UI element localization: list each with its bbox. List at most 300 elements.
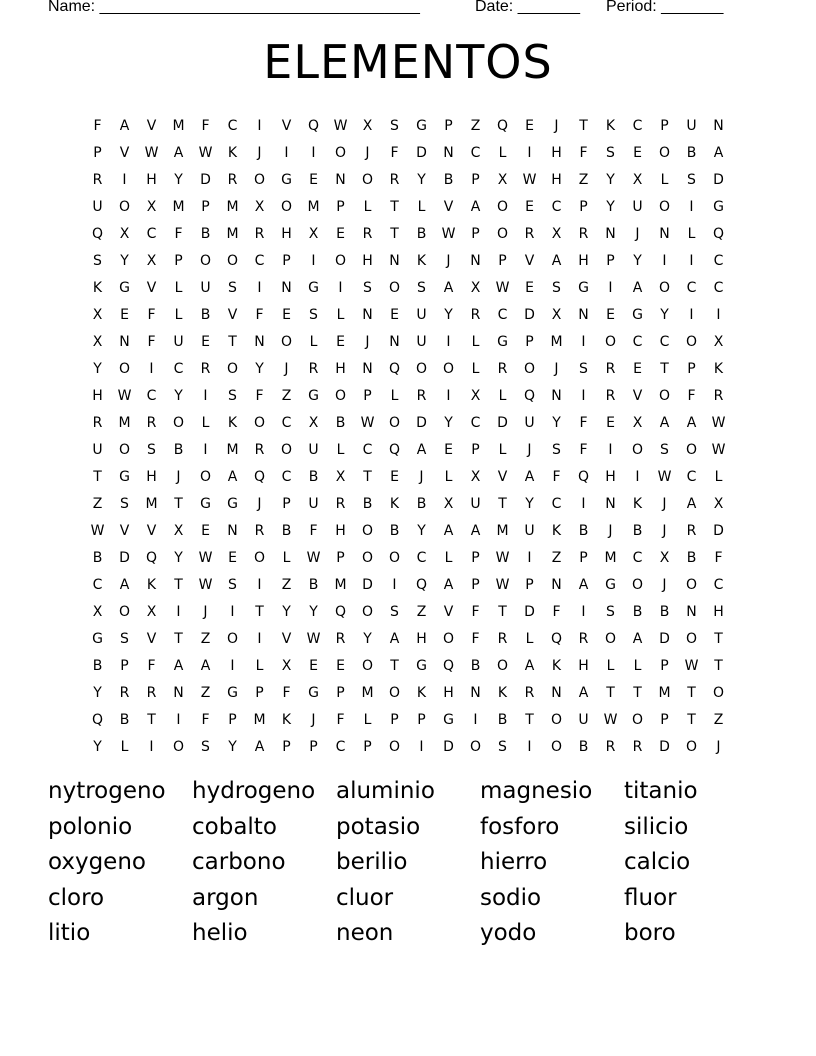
grid-letter[interactable]: A — [443, 576, 454, 593]
grid-letter[interactable]: N — [659, 225, 670, 242]
grid-letter[interactable]: R — [524, 684, 535, 701]
grid-letter[interactable]: P — [606, 252, 615, 269]
grid-letter[interactable]: A — [713, 144, 724, 161]
grid-letter[interactable]: N — [281, 279, 292, 296]
grid-letter[interactable]: Q — [91, 711, 104, 728]
grid-letter[interactable]: O — [388, 414, 401, 431]
grid-letter[interactable]: H — [605, 468, 616, 485]
grid-letter[interactable]: M — [172, 198, 185, 215]
grid-letter[interactable]: L — [336, 441, 345, 458]
grid-letter[interactable]: X — [470, 387, 481, 404]
grid-letter[interactable]: E — [336, 333, 345, 350]
grid-letter[interactable]: B — [335, 414, 346, 431]
grid-letter[interactable]: Y — [417, 171, 426, 188]
grid-letter[interactable]: X — [281, 657, 292, 674]
grid-letter[interactable]: T — [363, 468, 372, 485]
grid-letter[interactable]: R — [335, 495, 346, 512]
grid-letter[interactable]: T — [174, 630, 183, 647]
grid-letter[interactable]: C — [713, 576, 724, 593]
grid-letter[interactable]: O — [118, 198, 131, 215]
grid-letter[interactable]: Y — [93, 360, 102, 377]
grid-letter[interactable]: X — [146, 252, 157, 269]
grid-letter[interactable]: J — [662, 522, 667, 539]
grid-letter[interactable]: Q — [712, 225, 725, 242]
grid-letter[interactable]: E — [525, 198, 534, 215]
grid-letter[interactable]: R — [497, 360, 508, 377]
grid-letter[interactable]: C — [362, 441, 373, 458]
grid-letter[interactable]: F — [687, 387, 696, 404]
grid-letter[interactable]: B — [416, 495, 427, 512]
grid-letter[interactable]: L — [336, 306, 345, 323]
grid-letter[interactable]: L — [498, 387, 507, 404]
grid-letter[interactable]: Y — [444, 306, 453, 323]
grid-letter[interactable]: O — [172, 738, 185, 755]
grid-letter[interactable]: L — [282, 549, 291, 566]
grid-letter[interactable]: A — [254, 738, 265, 755]
grid-letter[interactable]: X — [632, 171, 643, 188]
grid-letter[interactable]: Q — [388, 360, 401, 377]
grid-letter[interactable]: V — [632, 387, 643, 404]
grid-letter[interactable]: T — [498, 603, 507, 620]
grid-letter[interactable]: X — [173, 522, 184, 539]
grid-letter[interactable]: G — [443, 711, 454, 728]
grid-letter[interactable]: X — [146, 198, 157, 215]
grid-letter[interactable]: Y — [174, 549, 183, 566]
grid-letter[interactable]: A — [524, 657, 535, 674]
grid-letter[interactable]: F — [579, 414, 588, 431]
grid-letter[interactable]: J — [527, 441, 532, 458]
grid-letter[interactable]: V — [119, 522, 130, 539]
grid-letter[interactable]: P — [120, 657, 129, 674]
grid-letter[interactable]: S — [93, 252, 102, 269]
grid-letter[interactable]: X — [713, 333, 724, 350]
grid-letter[interactable]: A — [416, 441, 427, 458]
grid-letter[interactable]: O — [658, 279, 671, 296]
grid-letter[interactable]: M — [118, 414, 131, 431]
grid-letter[interactable]: N — [254, 333, 265, 350]
grid-letter[interactable]: X — [470, 279, 481, 296]
grid-letter[interactable]: K — [416, 252, 427, 269]
grid-letter[interactable]: Y — [633, 252, 642, 269]
grid-letter[interactable]: V — [146, 279, 157, 296]
grid-letter[interactable]: W — [711, 414, 726, 431]
grid-letter[interactable]: A — [632, 630, 643, 647]
grid-letter[interactable]: X — [551, 306, 562, 323]
grid-letter[interactable]: O — [658, 144, 671, 161]
grid-letter[interactable]: S — [201, 738, 210, 755]
grid-letter[interactable]: I — [203, 387, 208, 404]
grid-letter[interactable]: T — [606, 684, 615, 701]
grid-letter[interactable]: I — [338, 279, 343, 296]
grid-letter[interactable]: R — [92, 171, 103, 188]
grid-letter[interactable]: I — [149, 738, 154, 755]
grid-letter[interactable]: O — [496, 198, 509, 215]
grid-letter[interactable]: J — [662, 495, 667, 512]
grid-letter[interactable]: P — [282, 495, 291, 512]
grid-letter[interactable]: V — [524, 252, 535, 269]
grid-letter[interactable]: B — [686, 549, 697, 566]
grid-letter[interactable]: I — [446, 333, 451, 350]
grid-letter[interactable]: Z — [470, 117, 481, 134]
grid-letter[interactable]: T — [390, 198, 399, 215]
grid-letter[interactable]: T — [390, 657, 399, 674]
grid-letter[interactable]: L — [255, 657, 264, 674]
grid-letter[interactable]: I — [257, 117, 262, 134]
grid-letter[interactable]: J — [716, 738, 721, 755]
grid-letter[interactable]: M — [550, 333, 563, 350]
grid-letter[interactable]: O — [550, 738, 563, 755]
grid-letter[interactable]: O — [226, 360, 239, 377]
grid-letter[interactable]: O — [604, 333, 617, 350]
grid-letter[interactable]: X — [92, 333, 103, 350]
grid-letter[interactable]: A — [173, 144, 184, 161]
grid-letter[interactable]: J — [635, 225, 640, 242]
grid-letter[interactable]: U — [632, 198, 643, 215]
grid-letter[interactable]: W — [306, 549, 321, 566]
grid-letter[interactable]: W — [495, 576, 510, 593]
grid-letter[interactable]: B — [119, 711, 130, 728]
grid-letter[interactable]: T — [228, 333, 237, 350]
grid-letter[interactable]: O — [118, 441, 131, 458]
grid-letter[interactable]: T — [687, 711, 696, 728]
grid-letter[interactable]: K — [227, 144, 238, 161]
grid-letter[interactable]: W — [198, 549, 213, 566]
grid-letter[interactable]: B — [578, 522, 589, 539]
grid-letter[interactable]: Y — [444, 414, 453, 431]
grid-letter[interactable]: O — [199, 252, 212, 269]
grid-letter[interactable]: O — [658, 198, 671, 215]
grid-letter[interactable]: U — [173, 333, 184, 350]
grid-letter[interactable]: K — [551, 522, 562, 539]
grid-letter[interactable]: G — [713, 198, 724, 215]
grid-letter[interactable]: O — [226, 252, 239, 269]
grid-letter[interactable]: F — [471, 603, 480, 620]
grid-letter[interactable]: W — [711, 441, 726, 458]
grid-letter[interactable]: J — [446, 252, 451, 269]
grid-letter[interactable]: F — [579, 441, 588, 458]
grid-letter[interactable]: I — [257, 279, 262, 296]
grid-letter[interactable]: Q — [442, 657, 455, 674]
grid-letter[interactable]: J — [365, 333, 370, 350]
grid-letter[interactable]: D — [416, 414, 427, 431]
grid-letter[interactable]: N — [335, 171, 346, 188]
grid-letter[interactable]: Q — [253, 468, 266, 485]
grid-letter[interactable]: F — [147, 306, 156, 323]
grid-letter[interactable]: D — [119, 549, 130, 566]
grid-letter[interactable]: U — [92, 441, 103, 458]
grid-letter[interactable]: W — [684, 657, 699, 674]
grid-letter[interactable]: N — [119, 333, 130, 350]
grid-letter[interactable]: C — [227, 117, 238, 134]
grid-letter[interactable]: Y — [552, 414, 561, 431]
grid-letter[interactable]: H — [146, 171, 157, 188]
grid-letter[interactable]: J — [311, 711, 316, 728]
grid-letter[interactable]: O — [388, 738, 401, 755]
grid-letter[interactable]: E — [633, 144, 642, 161]
grid-letter[interactable]: C — [470, 144, 481, 161]
grid-letter[interactable]: P — [579, 549, 588, 566]
grid-letter[interactable]: Y — [525, 495, 534, 512]
grid-letter[interactable]: M — [307, 198, 320, 215]
grid-letter[interactable]: F — [471, 630, 480, 647]
grid-letter[interactable]: E — [390, 468, 399, 485]
grid-letter[interactable]: E — [309, 657, 318, 674]
grid-letter[interactable]: P — [282, 738, 291, 755]
grid-letter[interactable]: B — [416, 225, 427, 242]
grid-letter[interactable]: A — [389, 630, 400, 647]
grid-letter[interactable]: V — [281, 117, 292, 134]
grid-letter[interactable]: U — [686, 117, 697, 134]
grid-letter[interactable]: B — [443, 171, 454, 188]
grid-letter[interactable]: P — [201, 198, 210, 215]
grid-letter[interactable]: T — [174, 576, 183, 593]
grid-letter[interactable]: R — [686, 522, 697, 539]
grid-letter[interactable]: G — [416, 657, 427, 674]
grid-letter[interactable]: A — [443, 279, 454, 296]
grid-letter[interactable]: E — [525, 117, 534, 134]
grid-letter[interactable]: N — [713, 117, 724, 134]
grid-letter[interactable]: J — [554, 360, 559, 377]
grid-letter[interactable]: N — [389, 252, 400, 269]
grid-letter[interactable]: C — [470, 414, 481, 431]
grid-letter[interactable]: O — [118, 360, 131, 377]
grid-letter[interactable]: Q — [550, 630, 563, 647]
grid-letter[interactable]: I — [257, 630, 262, 647]
grid-letter[interactable]: X — [92, 306, 103, 323]
grid-letter[interactable]: F — [282, 684, 291, 701]
grid-letter[interactable]: P — [525, 333, 534, 350]
grid-letter[interactable]: P — [660, 711, 669, 728]
grid-letter[interactable]: C — [254, 252, 265, 269]
grid-letter[interactable]: I — [635, 468, 640, 485]
grid-letter[interactable]: R — [578, 225, 589, 242]
grid-letter[interactable]: O — [496, 657, 509, 674]
grid-letter[interactable]: O — [361, 657, 374, 674]
grid-letter[interactable]: E — [336, 225, 345, 242]
date-field-label[interactable]: Date: _______ — [475, 0, 580, 15]
grid-letter[interactable]: X — [632, 414, 643, 431]
grid-letter[interactable]: Y — [417, 522, 426, 539]
grid-letter[interactable]: A — [686, 414, 697, 431]
grid-letter[interactable]: D — [524, 603, 535, 620]
grid-letter[interactable]: J — [365, 144, 370, 161]
grid-letter[interactable]: M — [361, 684, 374, 701]
grid-letter[interactable]: Q — [334, 603, 347, 620]
grid-letter[interactable]: S — [660, 441, 669, 458]
grid-letter[interactable]: U — [524, 414, 535, 431]
grid-letter[interactable]: D — [659, 738, 670, 755]
grid-letter[interactable]: L — [498, 144, 507, 161]
grid-letter[interactable]: C — [416, 549, 427, 566]
grid-letter[interactable]: I — [527, 738, 532, 755]
grid-letter[interactable]: H — [578, 657, 589, 674]
grid-letter[interactable]: C — [281, 414, 292, 431]
grid-letter[interactable]: L — [714, 468, 723, 485]
grid-letter[interactable]: S — [363, 279, 372, 296]
grid-letter[interactable]: B — [578, 738, 589, 755]
grid-letter[interactable]: Z — [92, 495, 103, 512]
grid-letter[interactable]: F — [174, 225, 183, 242]
grid-letter[interactable]: Y — [282, 603, 291, 620]
grid-letter[interactable]: R — [605, 360, 616, 377]
grid-letter[interactable]: O — [442, 360, 455, 377]
grid-letter[interactable]: M — [226, 441, 239, 458]
grid-letter[interactable]: L — [309, 333, 318, 350]
grid-letter[interactable]: Y — [174, 171, 183, 188]
grid-letter[interactable]: L — [444, 549, 453, 566]
grid-letter[interactable]: S — [498, 738, 507, 755]
grid-letter[interactable]: R — [254, 225, 265, 242]
grid-letter[interactable]: P — [363, 738, 372, 755]
grid-letter[interactable]: Z — [551, 549, 562, 566]
grid-letter[interactable]: O — [496, 225, 509, 242]
grid-letter[interactable]: Q — [307, 117, 320, 134]
grid-letter[interactable]: N — [551, 387, 562, 404]
grid-letter[interactable]: E — [201, 522, 210, 539]
grid-letter[interactable]: Q — [91, 225, 104, 242]
grid-letter[interactable]: S — [579, 360, 588, 377]
grid-letter[interactable]: C — [92, 576, 103, 593]
grid-letter[interactable]: P — [336, 684, 345, 701]
grid-letter[interactable]: K — [281, 711, 292, 728]
grid-letter[interactable]: I — [689, 198, 694, 215]
grid-letter[interactable]: I — [608, 441, 613, 458]
grid-letter[interactable]: B — [632, 603, 643, 620]
grid-letter[interactable]: C — [713, 279, 724, 296]
grid-letter[interactable]: D — [659, 630, 670, 647]
grid-letter[interactable]: H — [281, 225, 292, 242]
grid-letter[interactable]: O — [280, 198, 293, 215]
grid-letter[interactable]: X — [254, 198, 265, 215]
grid-letter[interactable]: M — [145, 495, 158, 512]
grid-letter[interactable]: T — [714, 657, 723, 674]
grid-letter[interactable]: W — [657, 468, 672, 485]
grid-letter[interactable]: X — [308, 414, 319, 431]
grid-letter[interactable]: O — [415, 360, 428, 377]
grid-letter[interactable]: R — [146, 684, 157, 701]
grid-letter[interactable]: B — [470, 657, 481, 674]
grid-letter[interactable]: G — [227, 495, 238, 512]
grid-letter[interactable]: B — [362, 495, 373, 512]
grid-letter[interactable]: O — [685, 576, 698, 593]
grid-letter[interactable]: W — [198, 144, 213, 161]
grid-letter[interactable]: B — [92, 657, 103, 674]
grid-letter[interactable]: R — [308, 360, 319, 377]
grid-letter[interactable]: T — [255, 603, 264, 620]
grid-letter[interactable]: Q — [145, 549, 158, 566]
grid-letter[interactable]: I — [176, 603, 181, 620]
grid-letter[interactable]: K — [605, 117, 616, 134]
grid-letter[interactable]: Z — [200, 684, 211, 701]
grid-letter[interactable]: Y — [309, 603, 318, 620]
grid-letter[interactable]: N — [227, 522, 238, 539]
grid-letter[interactable]: P — [336, 198, 345, 215]
grid-letter[interactable]: S — [552, 279, 561, 296]
grid-letter[interactable]: F — [147, 333, 156, 350]
grid-letter[interactable]: U — [92, 198, 103, 215]
grid-letter[interactable]: M — [253, 711, 266, 728]
grid-letter[interactable]: H — [416, 630, 427, 647]
grid-letter[interactable]: P — [417, 711, 426, 728]
grid-letter[interactable]: Z — [578, 171, 589, 188]
grid-letter[interactable]: R — [119, 684, 130, 701]
grid-letter[interactable]: Y — [363, 630, 372, 647]
grid-letter[interactable]: V — [146, 117, 157, 134]
grid-letter[interactable]: G — [200, 495, 211, 512]
grid-letter[interactable]: P — [444, 117, 453, 134]
grid-letter[interactable]: E — [282, 306, 291, 323]
grid-letter[interactable]: C — [551, 198, 562, 215]
grid-letter[interactable]: B — [632, 522, 643, 539]
grid-letter[interactable]: J — [284, 360, 289, 377]
grid-letter[interactable]: P — [687, 360, 696, 377]
grid-letter[interactable]: L — [471, 360, 480, 377]
grid-letter[interactable]: F — [201, 711, 210, 728]
grid-letter[interactable]: N — [470, 684, 481, 701]
grid-letter[interactable]: H — [92, 387, 103, 404]
grid-letter[interactable]: Z — [416, 603, 427, 620]
grid-letter[interactable]: M — [226, 198, 239, 215]
grid-letter[interactable]: W — [495, 279, 510, 296]
grid-letter[interactable]: R — [713, 387, 724, 404]
grid-letter[interactable]: I — [473, 711, 478, 728]
grid-letter[interactable]: A — [470, 198, 481, 215]
grid-letter[interactable]: O — [334, 252, 347, 269]
grid-letter[interactable]: R — [497, 630, 508, 647]
grid-letter[interactable]: K — [146, 576, 157, 593]
grid-letter[interactable]: Q — [523, 387, 536, 404]
grid-letter[interactable]: A — [551, 252, 562, 269]
grid-letter[interactable]: O — [253, 549, 266, 566]
grid-letter[interactable]: S — [687, 171, 696, 188]
grid-letter[interactable]: H — [335, 522, 346, 539]
grid-letter[interactable]: R — [227, 171, 238, 188]
grid-letter[interactable]: V — [146, 522, 157, 539]
grid-letter[interactable]: D — [497, 414, 508, 431]
grid-letter[interactable]: H — [146, 468, 157, 485]
grid-letter[interactable]: I — [149, 360, 154, 377]
grid-letter[interactable]: X — [713, 495, 724, 512]
grid-letter[interactable]: T — [498, 495, 507, 512]
grid-letter[interactable]: D — [713, 171, 724, 188]
grid-letter[interactable]: G — [416, 117, 427, 134]
grid-letter[interactable]: W — [90, 522, 105, 539]
grid-letter[interactable]: H — [713, 603, 724, 620]
grid-letter[interactable]: B — [497, 711, 508, 728]
grid-letter[interactable]: J — [257, 495, 262, 512]
grid-letter[interactable]: A — [119, 117, 130, 134]
grid-letter[interactable]: V — [443, 198, 454, 215]
grid-letter[interactable]: B — [200, 225, 211, 242]
grid-letter[interactable]: S — [147, 441, 156, 458]
grid-letter[interactable]: M — [334, 576, 347, 593]
grid-letter[interactable]: L — [201, 414, 210, 431]
grid-letter[interactable]: R — [416, 387, 427, 404]
grid-letter[interactable]: O — [712, 684, 725, 701]
grid-letter[interactable]: L — [660, 171, 669, 188]
grid-letter[interactable]: Q — [388, 441, 401, 458]
grid-letter[interactable]: P — [471, 576, 480, 593]
grid-letter[interactable]: R — [335, 630, 346, 647]
grid-letter[interactable]: T — [579, 117, 588, 134]
grid-letter[interactable]: R — [254, 522, 265, 539]
grid-letter[interactable]: P — [282, 252, 291, 269]
grid-letter[interactable]: A — [443, 522, 454, 539]
grid-letter[interactable]: L — [363, 711, 372, 728]
grid-letter[interactable]: K — [416, 684, 427, 701]
grid-letter[interactable]: R — [92, 414, 103, 431]
grid-letter[interactable]: U — [308, 495, 319, 512]
